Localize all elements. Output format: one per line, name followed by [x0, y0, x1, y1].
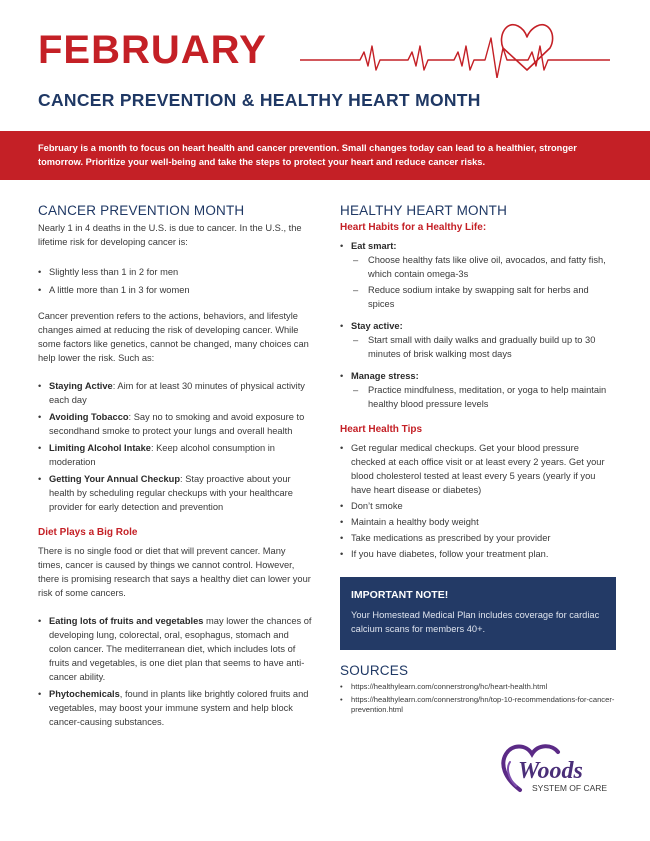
- list-item: • Get regular medical checkups. Get your blood pressure checked at each office visit or at least every 2 years. Get your blood cholesterol tested at least every 5 years (yearly if you have heart disease or diabetes): [340, 441, 616, 497]
- sub-list-item: – Start small with daily walks and gradually build up to 30 minutes of brisk walking most days: [351, 333, 616, 361]
- tip-text: : Say no to smoking and avoid exposure to secondhand smoke to protect your lungs and overall health: [49, 412, 305, 436]
- habit-sublist: [351, 333, 616, 361]
- list-item: • Take medications as prescribed by your provider: [340, 531, 616, 545]
- list-item: • Maintain a healthy body weight: [340, 515, 616, 529]
- page-subtitle: CANCER PREVENTION & HEALTHY HEART MONTH: [38, 90, 481, 110]
- cancer-prevention-heading: CANCER PREVENTION MONTH: [38, 203, 245, 218]
- healthy-heart-column: [340, 204, 616, 718]
- habit-label: Eat smart:: [351, 241, 397, 251]
- sub-list-item: – Practice mindfulness, meditation, or yoga to help maintain healthy blood pressure levels: [351, 383, 616, 411]
- healthy-heart-heading: HEALTHY HEART MONTH: [340, 203, 508, 218]
- list-item: [38, 410, 312, 438]
- cancer-prevention-column: [38, 204, 312, 729]
- heart-tips-heading: Heart Health Tips: [340, 424, 423, 435]
- tip-label: Limiting Alcohol Intake: [49, 443, 151, 453]
- list-item: • Don’t smoke: [340, 499, 616, 513]
- important-note-box: [340, 577, 616, 650]
- list-item: [38, 687, 312, 729]
- source-link[interactable]: • https://healthylearn.com/connerstrong/hn/top-10-recommendations-for-cancer-prevention.html: [340, 695, 616, 715]
- woods-logo: [498, 738, 618, 798]
- list-item: [340, 239, 616, 311]
- list-item: [38, 614, 312, 684]
- habit-label: Stay active:: [351, 321, 403, 331]
- habit-sublist: [351, 253, 616, 311]
- diet-list: [38, 614, 312, 729]
- logo-name: Woods: [518, 758, 583, 784]
- list-item: [38, 441, 312, 469]
- logo-tagline: SYSTEM OF CARE: [532, 783, 608, 793]
- prevention-tips-list: [38, 379, 312, 514]
- diet-item-text: , found in plants like brightly colored fruits and vegetables, may boost your immune system and help block cancer-causing substances.: [49, 689, 309, 727]
- cancer-intro-text: Nearly 1 in 4 deaths in the U.S. is due to cancer. In the U.S., the lifetime risk for developing cancer is:: [38, 223, 302, 247]
- sources-list: [340, 682, 616, 715]
- note-heading: IMPORTANT NOTE!: [351, 589, 449, 601]
- list-item: [38, 379, 312, 407]
- diet-item-text: may lower the chances of developing lung, colorectal, oral, esophagus, stomach and colon cancer. The mediterranean diet, which includes lots of fruits and vegetables, is one diet plan that seems to have anti-cancer ability.: [49, 616, 312, 682]
- prevention-text: Cancer prevention refers to the actions, behaviors, and lifestyle changes aimed at reducing the risk of developing cancer. While some factors like genetics, cannot be changed, many choices can help lower the risk. Such as:: [38, 311, 309, 363]
- habit-sublist: [351, 383, 616, 411]
- habit-label: Manage stress:: [351, 371, 419, 381]
- source-link[interactable]: • https://healthylearn.com/connerstrong/hc/heart-health.html: [340, 682, 616, 692]
- list-item: • A little more than 1 in 3 for women: [38, 283, 312, 297]
- heartbeat-heart-icon: [300, 18, 610, 78]
- risk-list: [38, 265, 312, 297]
- list-item: [340, 319, 616, 361]
- tip-text: : Stay proactive about your health by scheduling regular checkups with your healthcare provider for early detection and prevention: [49, 474, 293, 512]
- sub-list-item: – Choose healthy fats like olive oil, avocados, and fatty fish, which contain omega-3s: [351, 253, 616, 281]
- list-item: • If you have diabetes, follow your treatment plan.: [340, 547, 616, 561]
- list-item: • Slightly less than 1 in 2 for men: [38, 265, 312, 279]
- diet-item-label: Phytochemicals: [49, 689, 120, 699]
- tip-label: Getting Your Annual Checkup: [49, 474, 181, 484]
- diet-heading: Diet Plays a Big Role: [38, 527, 138, 538]
- sub-list-item: – Reduce sodium intake by swapping salt for herbs and spices: [351, 283, 616, 311]
- tip-text: : Aim for at least 30 minutes of physical activity each day: [49, 381, 305, 405]
- diet-text: There is no single food or diet that will prevent cancer. Many times, cancer is caused by things we cannot control. However, there is promising research that says a healthy diet can lower your risk of some cancers.: [38, 546, 311, 598]
- list-item: [340, 369, 616, 411]
- tip-text: : Keep alcohol consumption in moderation: [49, 443, 275, 467]
- diet-item-label: Eating lots of fruits and vegetables: [49, 616, 204, 626]
- heart-habits-list: [340, 239, 616, 411]
- list-item: [38, 472, 312, 514]
- tip-label: Staying Active: [49, 381, 113, 391]
- heart-tips-list: [340, 441, 616, 561]
- heart-habits-heading: Heart Habits for a Healthy Life:: [340, 222, 487, 233]
- intro-banner: February is a month to focus on heart health and cancer prevention. Small changes today can lead to a healthier, stronger tomorrow. Prioritize your well-being and take the steps to protect your heart and reduce cancer risks.: [0, 131, 650, 180]
- note-text: Your Homestead Medical Plan includes coverage for cardiac calcium scans for members 40+.: [351, 610, 600, 634]
- page-title: FEBRUARY: [38, 28, 267, 72]
- tip-label: Avoiding Tobacco: [49, 412, 129, 422]
- sources-heading: SOURCES: [340, 663, 409, 678]
